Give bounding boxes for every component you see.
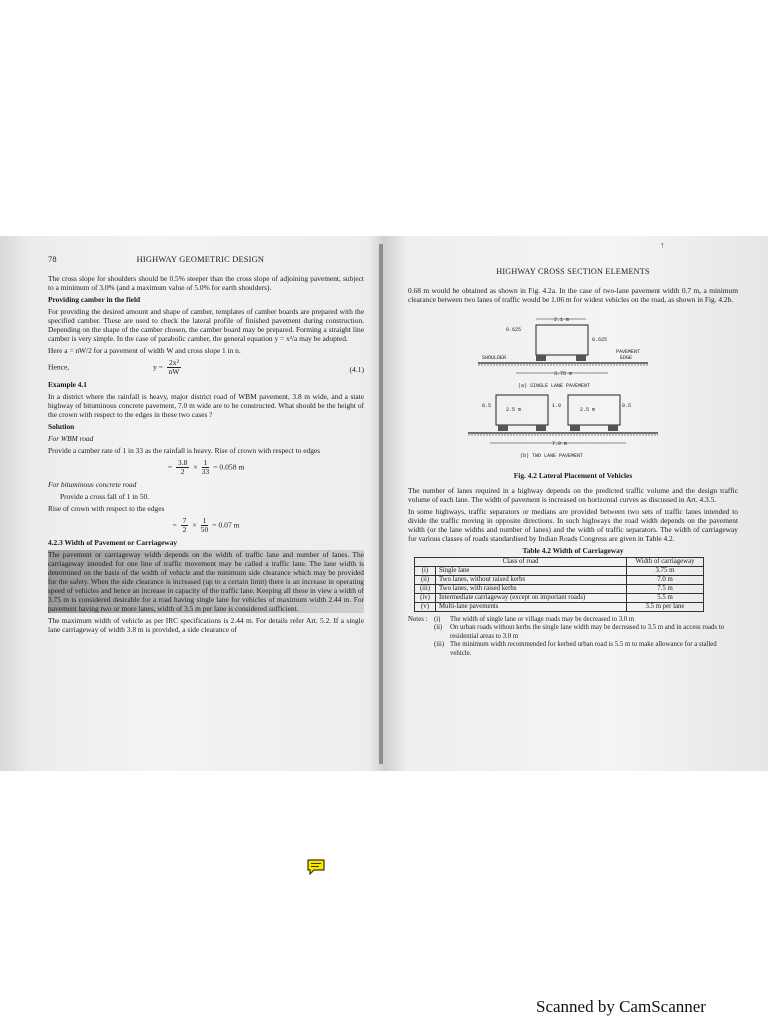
eq-denominator: nW [168,367,180,376]
row-width: 7.0 m [627,576,704,585]
wheel [498,425,508,431]
table-row [415,594,704,603]
numerator: 1 [202,516,207,525]
times-sign: × [192,520,197,530]
row-index: (i) [415,567,436,576]
wheel [576,355,586,361]
right-page [408,255,738,658]
row-width: 7.5 m [627,585,704,594]
carriageway-table [414,557,704,612]
eq-sign: = [172,520,177,530]
left-page-header [48,255,364,264]
comment-bubble-icon[interactable] [306,858,326,875]
denominator: 2 [182,525,187,534]
note-item [408,641,738,658]
wbm-heading: For WBM road [48,434,94,443]
paragraph: The number of lanes required in a highway depends on the predicted traffic volume and the design traffic volume of each lane. The width of pavement is increased on horizontal curves as discussed in Art. 4.3.5. [408,486,738,504]
note-text: The width of single lane or village roads may be decreased to 3.0 m [450,616,635,623]
wheel [608,425,618,431]
result: = 0.058 m [213,462,245,472]
numerator: 7 [182,516,187,525]
wheel [536,425,546,431]
example-heading: Example 4.1 [48,380,88,389]
page-number: 78 [48,255,57,264]
paragraph: Here a = nW/2 for a pavement of width W and cross slope 1 in n. [48,346,241,355]
scan-mark: ↑ [660,240,665,250]
wheel [536,355,546,361]
note-item [408,616,738,624]
paragraph: Provide a cross fall of 1 in 50. [60,492,150,501]
row-index: (iv) [415,594,436,603]
paragraph: Provide a camber rate of 1 in 33 as the rainfall is heavy. Rise of crown with respect to edges [48,446,321,455]
header-width: Width of carriageway [627,558,704,567]
paragraph: Rise of crown with respect to the edges [48,504,165,513]
table-row [415,585,704,594]
top-dim: 2.1 m [554,317,570,323]
note-item [408,624,738,641]
left-page [48,255,364,637]
left-clear: 0.625 [506,327,522,333]
paragraph: In some highways, traffic separators or medians are provided between two sets of traffic lanes intended to divide the traffic moving in opposite directions. In such highways the road width depends on the pavement width (or the lane widths and number of lanes) and the width of traffic separators. The width of carriageway for various classes of roads standardised by Indian Roads Congress are given in Table 4.2. [408,507,738,543]
edge-label: PAVEMENT [616,349,641,355]
scanner-watermark: Scanned by CamScanner [536,997,706,1016]
fraction [201,517,209,534]
table-row [415,603,704,612]
dim-mid: 1.0 [552,403,562,409]
row-class: Two lanes, without raised kerbs [436,576,627,585]
vehicle-a [536,325,588,355]
paragraph: The pavement or carriageway width depends on the width of traffic lane and number of lanes. The carriageway intended for one line of traffic movement may be called a traffic lane. The lane width is determined on the basis of the width of vehicle and the minimum side clearance which may be provided for the safety. When the side clearance is increased (up to a certain limit) there is an increase in operating speed of vehicles and hence an increase in capacity of the traffic lane. Keeping all these in view a width of 3.75 m is considered desirable for a road having single lane for vehicles of maximum width 2.44 m. For pavement having two or more lanes, width of 3.5 m per lane is considered sufficient. [48,550,364,613]
running-title: HIGHWAY GEOMETRIC DESIGN [136,255,265,264]
solution-heading: Solution [48,422,75,431]
bc-heading: For bituminous concrete road [48,480,137,489]
calc-wbm [48,459,364,476]
fraction [176,459,190,476]
note-index: (i) [434,616,441,623]
example-text: In a district where the rainfall is heavy, major district road of WBM pavement, 3.8 m wide, and a state highway of bituminous concrete pavement, 7.0 m wide are to be constructed. What should be the height of the crown with respect to the edges in these two cases ? [48,392,364,419]
eq-number: (4.1) [349,365,364,374]
numerator: 1 [203,458,208,467]
note-text: On urban roads without kerbs the single lane width may be decreased to 3.5 m and in access roads to residential areas to 3.0 m [450,624,725,640]
right-clear: 0.625 [592,337,608,343]
table-header-row [415,558,704,567]
wheel [570,425,580,431]
row-width: 3.5 m per lane [627,603,704,612]
eq-sign: = [167,462,172,472]
dim-left: 0.5 [482,403,492,409]
fraction [181,517,189,534]
caption-a: (a) SINGLE LANE PAVEMENT [518,383,591,389]
width-b: 7.0 m [552,441,568,447]
denominator: 33 [201,467,210,476]
header-class: Class of road [415,558,627,567]
section-heading: 4.2.3 Width of Pavement or Carriageway [48,538,178,547]
right-page-header: HIGHWAY CROSS SECTION ELEMENTS [496,267,650,276]
dim-lane2: 2.5 m [580,407,596,413]
eq-lhs: y = [153,362,164,372]
vehicle-b1 [496,395,548,425]
eq-numerator: 2x² [169,359,179,367]
note-index: (iii) [434,641,445,649]
note-text: The minimum width recommended for kerbed urban road is 5.5 m to make allowance for a stalled vehicle. [450,641,717,657]
note-index: (ii) [434,624,443,632]
row-class: Intermediate carriageway (except on important roads) [436,594,627,603]
table-notes [408,616,738,658]
book-spine [379,244,383,764]
row-class: Single lane [436,567,627,576]
denominator: 2 [180,467,185,476]
numerator: 3.8 [177,458,188,467]
table-row [415,576,704,585]
equation-4-1 [48,359,364,376]
width-a: 3.75 m [554,371,573,377]
dim-lane1: 2.5 m [506,407,522,413]
row-width: 5.5 m [627,594,704,603]
times-sign: × [193,462,198,472]
row-index: (v) [415,603,436,612]
caption-b: (b) TWO LANE PAVEMENT [520,453,584,459]
subheading: Providing camber in the field [48,295,141,304]
row-index: (iii) [415,585,436,594]
row-index: (ii) [415,576,436,585]
table-caption: Table 4.2 Width of Carriageway [522,546,624,555]
paragraph: The maximum width of vehicle as per IRC specifications is 2.44 m. For details refer Art. 5.2. If a single lane carriageway of width 3.8 m is provided, a side clearance of [48,616,364,634]
row-class: Multi-lane pavements [436,603,627,612]
row-width: 3.75 m [627,567,704,576]
shoulder-label: SHOULDER [482,355,507,361]
figure-caption: Fig. 4.2 Lateral Placement of Vehicles [513,471,633,480]
calc-bc [48,517,364,534]
paragraph: For providing the desired amount and shape of camber, templates of camber boards are prepared with the specified camber. These are used to check the lateral profile of finished pavement during construction. Depending on the shape of the camber chosen, the camber board may be prepared. Forming a straight line camber is very simple. In the case of parabolic camber, the general equation y = x²/a may be adopted. [48,307,364,343]
row-class: Two lanes, with raised kerbs [436,585,627,594]
dim-right: 0.5 [622,403,632,409]
paragraph: 0.68 m would be obtained as shown in Fig. 4.2a. In the case of two-lane pavement width 0.7 m, a minimum clearance between two lanes of traffic would be 1.06 m for widest vehicles on the road, as shown in Fig. 4.2b. [408,286,738,304]
result: = 0.07 m [212,520,240,530]
eq-fraction [167,359,181,376]
edge-label: EDGE [620,355,633,361]
denominator: 50 [200,525,209,534]
paragraph: The cross slope for shoulders should be 0.5% steeper than the cross slope of adjoining pavement, subject to a minimum of 3.0% (and a maximum value of 5.0% for earth shoulders). [48,274,364,292]
hence-label: Hence, [48,362,70,372]
fraction [202,459,210,476]
notes-label: Notes : [408,616,428,623]
table-row [415,567,704,576]
figure-lateral-placement [408,311,738,461]
